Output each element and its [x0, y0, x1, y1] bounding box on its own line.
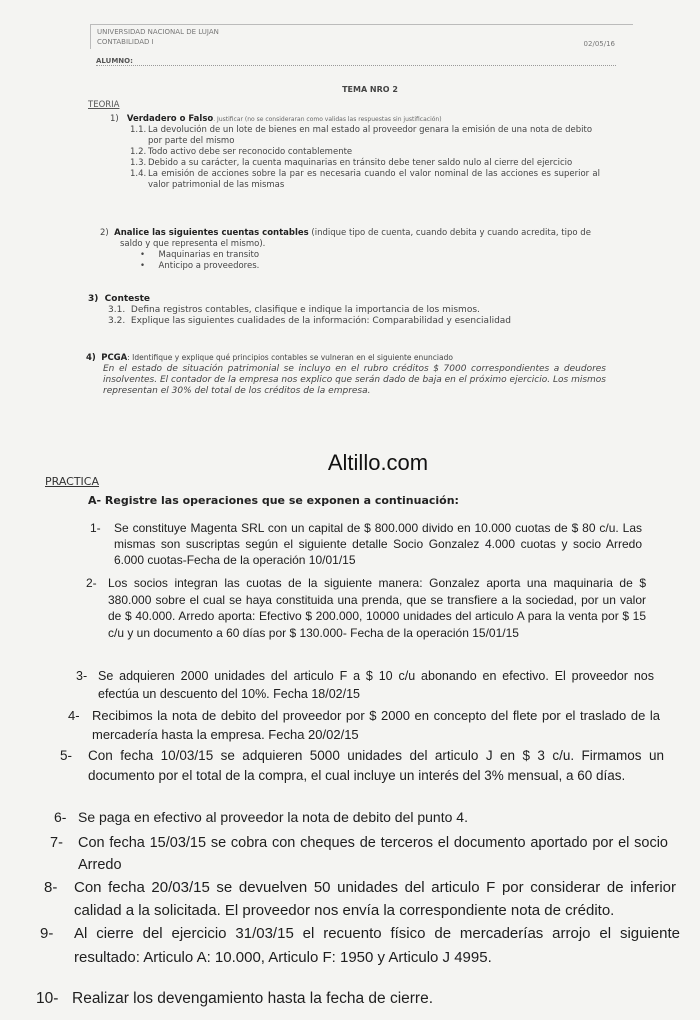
q2-bullet: • Maquinarias en transito [140, 250, 260, 260]
university-name: UNIVERSIDAD NACIONAL DE LUJAN [97, 28, 219, 36]
q1-item: 1.4. La emisión de acciones sobre la par es necesaria cuando el valor nominal de las acciones es superior al valor patrimonial de las mismas [130, 169, 600, 190]
practica-item: 9- Al cierre del ejercicio 31/03/15 el recuento físico de mercaderías arrojo el siguiente resultado: Articulo A: 10.000, Articulo F: 1950 y Articulo J 4995. [40, 925, 680, 966]
practica-item: 1- Se constituye Magenta SRL con un capital de $ 800.000 divido en 10.000 cuotas de $ 80 c/u. Las mismas son suscriptas según el siguiente detalle Socio Gonzalez 4.000 cuotas y socio Arredo 6.000 cuotas-Fecha de la operación 10/01/15 [90, 521, 642, 567]
question-2: 2) Analice las siguientes cuentas contables (indique tipo de cuenta, cuando debita y cuando acredita, tipo de saldo y que representa el mismo). • Maquinarias en transito • Anticipo a proveedores. [100, 228, 602, 272]
q2-bullet: • Anticipo a proveedores. [140, 261, 260, 271]
practica-heading: PRACTICA [45, 475, 100, 488]
exam-date: 02/05/16 [583, 40, 615, 48]
question-1 [110, 114, 600, 191]
practica-item: 10- Realizar los devengamiento hasta la fecha de cierre. [36, 990, 434, 1007]
q1-number: 1) [110, 114, 119, 124]
q4-intro: : Identifique y explique qué principios contables se vulneran en el siguiente enunciado [127, 353, 453, 362]
practica-item: 5- Con fecha 10/03/15 se adquieren 5000 unidades del articulo J en $ 3 c/u. Firmamos un documento por el total de la compra, el cual incluye un interés del 3% mensual, a 60 días. [60, 748, 664, 783]
q3-item: 3.2. Explique las siguientes cualidades de la información: Comparabilidad y esencialidad [108, 316, 512, 326]
q4-title: PCGA [101, 353, 128, 363]
practica-item: 2- Los socios integran las cuotas de la siguiente manera: Gonzalez aporta una maquinaria de $ 380.000 sobre el cual se haya constituida una prenda, que se transfiere a la sociedad, por un valor de $ 40.000. Arredo aporta: Efectivo $ 200.000, 10000 unidades del articulo A para la venta por $ 15 c/u y un documento a 60 días por $ 130.000- Fecha de la operación 15/01/15 [86, 576, 646, 640]
practica-a-title: A- Registre las operaciones que se exponen a continuación: [88, 494, 459, 507]
teoria-heading: TEORIA [88, 100, 120, 110]
practica-item: 6- Se paga en efectivo al proveedor la nota de debito del punto 4. [54, 809, 468, 825]
q1-item: 1.1. La devolución de un lote de bienes en mal estado al proveedor genara la emisión de una nota de debito por parte del mismo [130, 125, 593, 146]
question-4: 4) PCGA: Identifique y explique qué principios contables se vulneran en el siguiente enunciado En el estado de situación patrimonial se incluyo en el rubro créditos $ 7000 correspondientes a deudores insolventes. El contador de la empresa nos explico que serán dado de baja en el próximo ejercicio. Los mismos representan el 30% del total de los créditos de la empresa. [86, 353, 606, 396]
q4-statement: En el estado de situación patrimonial se incluyo en el rubro créditos $ 7000 correspondientes a deudores insolventes. El contador de la empresa nos explico que serán dado de baja en el próximo ejercicio. Los mismos representan el 30% del total de los créditos de la empresa. [103, 364, 606, 396]
question-3: 3) Conteste 3.1. Defina registros contables, clasifique e indique la importancia de los mismos. 3.2. Explique las siguientes cualidades de la información: Comparabilidad y esencialidad [88, 294, 608, 327]
practica-item: 7- Con fecha 15/03/15 se cobra con cheques de terceros el documento aportado por el socio Arredo [50, 835, 668, 873]
course-name: CONTABILIDAD I [97, 38, 154, 46]
header-box [90, 24, 633, 49]
q1-title: Verdadero o Falso [126, 114, 214, 124]
practica-item: 4- Recibimos la nota de debito del proveedor por $ 2000 en concepto del flete por el traslado de la mercadería hasta la empresa. Fecha 20/02/15 [68, 708, 660, 742]
practica-item: 3- Se adquieren 2000 unidades del articulo F a $ 10 c/u abonando en efectivo. El proveedor nos efectúa un descuento del 10%. Fecha 18/02/15 [76, 669, 654, 701]
q2-title: Analice las siguientes cuentas contables [114, 228, 309, 238]
q3-title: Conteste [104, 294, 151, 304]
page-title: TEMA NRO 2 [342, 85, 398, 94]
watermark: Altillo.com [327, 450, 429, 475]
q2-text: (indique tipo de cuenta, cuando debita y cuando acredita, tipo de saldo y que representa el mismo). [120, 228, 591, 249]
student-label: ALUMNO: [96, 57, 616, 66]
q1-item: 1.2. Todo activo debe ser reconocido contablemente [130, 147, 353, 157]
practica-item: 8- Con fecha 20/03/15 se devuelven 50 unidades del articulo F por considerar de inferior calidad a la solicitada. El proveedor nos envía la correspondiente nota de crédito. [44, 879, 676, 919]
q1-item: 1.3. Debido a su carácter, la cuenta maquinarias en tránsito debe tener saldo nulo al cierre del ejercicio [130, 158, 573, 168]
q3-item: 3.1. Defina registros contables, clasifique e indique la importancia de los mismos. [108, 305, 480, 315]
q1-note: . Justificar (no se consideraran como validas las respuestas sin justificación) [213, 116, 442, 123]
